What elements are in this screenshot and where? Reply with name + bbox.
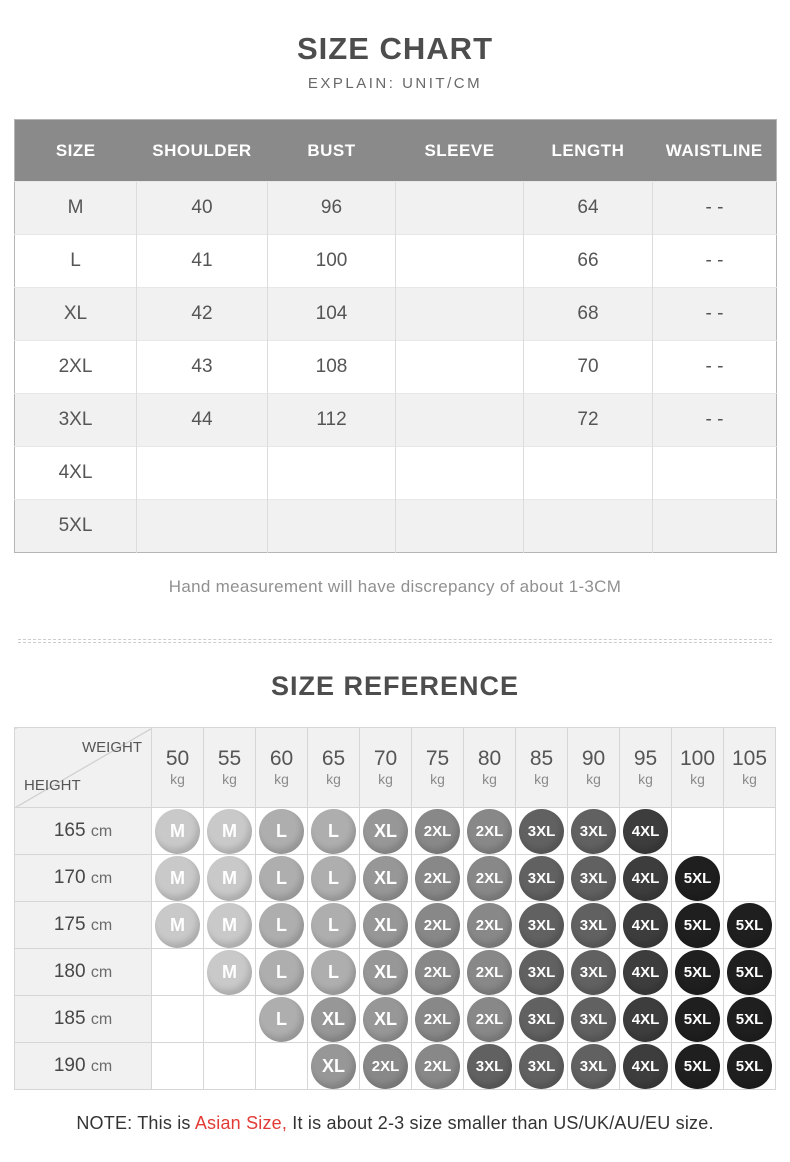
- recommendation-cell: [568, 996, 620, 1043]
- measurement-cell: 64: [524, 182, 653, 235]
- size-chart-header: [15, 120, 777, 182]
- weight-value: 95: [633, 747, 658, 771]
- size-badge: 5XL: [675, 997, 720, 1042]
- recommendation-cell: [152, 808, 204, 855]
- recommendation-cell: [620, 996, 672, 1043]
- measurement-cell: 41: [137, 235, 268, 288]
- col-header-size: SIZE: [15, 120, 137, 182]
- size-label-cell: 2XL: [15, 341, 137, 394]
- size-badge: 3XL: [519, 1044, 564, 1089]
- weight-header-cell: [516, 728, 568, 808]
- recommendation-cell: [256, 902, 308, 949]
- size-badge: XL: [363, 997, 408, 1042]
- recommendation-cell: [308, 808, 360, 855]
- measurement-cell: 43: [137, 341, 268, 394]
- weight-header-cell: [360, 728, 412, 808]
- recommendation-cell: [412, 949, 464, 996]
- size-reference-row: [15, 808, 776, 855]
- measurement-cell: [653, 447, 777, 500]
- recommendation-cell: [516, 855, 568, 902]
- size-badge: 2XL: [363, 1044, 408, 1089]
- size-badge: 3XL: [571, 950, 616, 995]
- size-chart-row: [15, 447, 777, 500]
- measurement-cell: [396, 288, 524, 341]
- measurement-cell: [268, 500, 396, 553]
- size-badge: 5XL: [727, 903, 772, 948]
- weight-unit: kg: [482, 771, 497, 788]
- recommendation-cell: [152, 949, 204, 996]
- size-reference-row: [15, 1043, 776, 1090]
- height-label-cell: 165 cm: [15, 808, 152, 855]
- size-label-cell: 5XL: [15, 500, 137, 553]
- size-chart-row: [15, 500, 777, 553]
- size-badge: L: [259, 903, 304, 948]
- recommendation-cell: [308, 902, 360, 949]
- weight-unit: kg: [274, 771, 289, 788]
- recommendation-cell: [152, 855, 204, 902]
- measurement-cell: [396, 447, 524, 500]
- recommendation-cell: [360, 949, 412, 996]
- size-badge: L: [259, 856, 304, 901]
- recommendation-cell: [412, 902, 464, 949]
- measurement-cell: [653, 500, 777, 553]
- size-badge: 5XL: [727, 1044, 772, 1089]
- size-badge: XL: [311, 1044, 356, 1089]
- size-badge: XL: [363, 903, 408, 948]
- weight-value: 60: [269, 747, 294, 771]
- size-badge: L: [311, 856, 356, 901]
- size-badge: M: [155, 809, 200, 854]
- recommendation-cell: [360, 855, 412, 902]
- size-chart-row: [15, 341, 777, 394]
- size-badge: 2XL: [467, 809, 512, 854]
- measurement-cell: [396, 500, 524, 553]
- measurement-cell: 100: [268, 235, 396, 288]
- size-badge: 3XL: [519, 903, 564, 948]
- measurement-cell: [524, 447, 653, 500]
- recommendation-cell: [568, 949, 620, 996]
- weight-header-row: [15, 728, 776, 808]
- recommendation-cell: [724, 808, 776, 855]
- weight-header-cell: [412, 728, 464, 808]
- recommendation-cell: [568, 902, 620, 949]
- weight-header-cell: [464, 728, 516, 808]
- size-badge: 3XL: [571, 997, 616, 1042]
- height-label-cell: 185 cm: [15, 996, 152, 1043]
- size-label-cell: XL: [15, 288, 137, 341]
- weight-unit: kg: [586, 771, 601, 788]
- size-reference-table: [14, 727, 776, 1090]
- size-badge: L: [311, 950, 356, 995]
- recommendation-cell: [256, 996, 308, 1043]
- weight-unit: kg: [326, 771, 341, 788]
- weight-unit: kg: [638, 771, 653, 788]
- recommendation-cell: [620, 855, 672, 902]
- recommendation-cell: [204, 996, 256, 1043]
- measurement-cell: 108: [268, 341, 396, 394]
- recommendation-cell: [464, 996, 516, 1043]
- measurement-cell: [137, 500, 268, 553]
- size-reference-header: [15, 728, 776, 808]
- recommendation-cell: [256, 1043, 308, 1090]
- size-chart-header-row: [15, 120, 777, 182]
- footer-note-prefix: NOTE: This is: [76, 1113, 195, 1134]
- size-label-cell: 3XL: [15, 394, 137, 447]
- recommendation-cell: [516, 996, 568, 1043]
- weight-unit: kg: [378, 771, 393, 788]
- recommendation-cell: [672, 996, 724, 1043]
- size-reference-row: [15, 855, 776, 902]
- height-label-cell: 175 cm: [15, 902, 152, 949]
- size-reference-title: SIZE REFERENCE: [270, 671, 520, 702]
- measurement-cell: 112: [268, 394, 396, 447]
- weight-unit: kg: [742, 771, 757, 788]
- size-badge: L: [259, 950, 304, 995]
- size-reference-row: [15, 996, 776, 1043]
- measurement-cell: 66: [524, 235, 653, 288]
- recommendation-cell: [360, 1043, 412, 1090]
- size-badge: XL: [363, 950, 408, 995]
- recommendation-cell: [724, 949, 776, 996]
- weight-value: 85: [529, 747, 554, 771]
- weight-value: 70: [373, 747, 398, 771]
- size-chart-table: [14, 119, 777, 553]
- size-badge: M: [207, 856, 252, 901]
- size-badge: 2XL: [415, 856, 460, 901]
- measurement-cell: 70: [524, 341, 653, 394]
- measurement-cell: [396, 394, 524, 447]
- size-badge: 4XL: [623, 903, 668, 948]
- size-badge: 2XL: [467, 856, 512, 901]
- recommendation-cell: [516, 902, 568, 949]
- size-badge: 4XL: [623, 809, 668, 854]
- measurement-cell: 42: [137, 288, 268, 341]
- recommendation-cell: [620, 808, 672, 855]
- recommendation-cell: [204, 855, 256, 902]
- weight-value: 100: [679, 747, 716, 771]
- size-badge: 4XL: [623, 997, 668, 1042]
- size-badge: XL: [311, 997, 356, 1042]
- weight-header-cell: [672, 728, 724, 808]
- measurement-note: Hand measurement will have discrepancy of about 1-3CM: [168, 577, 622, 597]
- size-badge: 4XL: [623, 1044, 668, 1089]
- recommendation-cell: [464, 855, 516, 902]
- weight-value: 80: [477, 747, 502, 771]
- size-chart-row: [15, 394, 777, 447]
- size-chart-row: [15, 182, 777, 235]
- weight-header-cell: [204, 728, 256, 808]
- recommendation-cell: [412, 855, 464, 902]
- recommendation-cell: [360, 808, 412, 855]
- recommendation-cell: [204, 902, 256, 949]
- height-unit: cm: [90, 870, 113, 888]
- size-chart-row: [15, 288, 777, 341]
- measurement-cell: - -: [653, 394, 777, 447]
- footer-note: [0, 1113, 790, 1134]
- recommendation-cell: [672, 1043, 724, 1090]
- size-badge: M: [207, 903, 252, 948]
- size-badge: 5XL: [675, 903, 720, 948]
- size-chart-body: [15, 182, 777, 553]
- size-badge: 3XL: [571, 856, 616, 901]
- size-badge: L: [311, 809, 356, 854]
- recommendation-cell: [724, 902, 776, 949]
- recommendation-cell: [204, 1043, 256, 1090]
- size-badge: 4XL: [623, 950, 668, 995]
- recommendation-cell: [620, 949, 672, 996]
- dotted-divider: [18, 639, 772, 643]
- recommendation-cell: [568, 808, 620, 855]
- recommendation-cell: [724, 996, 776, 1043]
- measurement-cell: 72: [524, 394, 653, 447]
- recommendation-cell: [360, 996, 412, 1043]
- size-badge: 2XL: [467, 903, 512, 948]
- size-badge: M: [207, 809, 252, 854]
- size-badge: 3XL: [519, 856, 564, 901]
- recommendation-cell: [412, 1043, 464, 1090]
- recommendation-cell: [256, 808, 308, 855]
- recommendation-cell: [672, 808, 724, 855]
- recommendation-cell: [152, 1043, 204, 1090]
- size-badge: 5XL: [727, 997, 772, 1042]
- size-badge: 3XL: [519, 950, 564, 995]
- height-label-cell: 170 cm: [15, 855, 152, 902]
- weight-unit: kg: [690, 771, 705, 788]
- weight-header-cell: [620, 728, 672, 808]
- measurement-cell: [268, 447, 396, 500]
- weight-value: 50: [165, 747, 190, 771]
- size-badge: 3XL: [571, 903, 616, 948]
- recommendation-cell: [204, 808, 256, 855]
- weight-header-cell: [152, 728, 204, 808]
- height-unit: cm: [90, 823, 113, 841]
- size-label-cell: L: [15, 235, 137, 288]
- measurement-cell: [524, 500, 653, 553]
- size-badge: 3XL: [571, 1044, 616, 1089]
- size-label-cell: M: [15, 182, 137, 235]
- size-badge: 2XL: [467, 997, 512, 1042]
- recommendation-cell: [308, 996, 360, 1043]
- measurement-cell: 68: [524, 288, 653, 341]
- height-label-cell: 180 cm: [15, 949, 152, 996]
- measurement-cell: - -: [653, 235, 777, 288]
- size-badge: L: [311, 903, 356, 948]
- recommendation-cell: [308, 855, 360, 902]
- measurement-cell: - -: [653, 182, 777, 235]
- size-badge: M: [155, 903, 200, 948]
- weight-header-cell: [724, 728, 776, 808]
- size-badge: 4XL: [623, 856, 668, 901]
- recommendation-cell: [152, 996, 204, 1043]
- size-badge: 2XL: [415, 809, 460, 854]
- weight-value: 90: [581, 747, 606, 771]
- recommendation-cell: [672, 902, 724, 949]
- corner-height-label: HEIGHT: [24, 777, 81, 795]
- measurement-cell: [396, 235, 524, 288]
- col-header-length: LENGTH: [524, 120, 653, 182]
- weight-value: 105: [731, 747, 768, 771]
- size-badge: 3XL: [571, 809, 616, 854]
- measurement-cell: 96: [268, 182, 396, 235]
- size-badge: XL: [363, 856, 408, 901]
- size-badge: 5XL: [675, 950, 720, 995]
- recommendation-cell: [672, 949, 724, 996]
- weight-value: 65: [321, 747, 346, 771]
- measurement-cell: 44: [137, 394, 268, 447]
- recommendation-cell: [256, 855, 308, 902]
- recommendation-cell: [464, 949, 516, 996]
- weight-header-cell: [256, 728, 308, 808]
- recommendation-cell: [516, 1043, 568, 1090]
- weight-unit: kg: [534, 771, 549, 788]
- size-badge: 3XL: [519, 809, 564, 854]
- recommendation-cell: [412, 996, 464, 1043]
- size-label-cell: 4XL: [15, 447, 137, 500]
- recommendation-cell: [464, 808, 516, 855]
- size-reference-row: [15, 902, 776, 949]
- col-header-shoulder: SHOULDER: [137, 120, 268, 182]
- height-unit: cm: [90, 1011, 113, 1029]
- footer-note-highlight: Asian Size,: [194, 1113, 288, 1134]
- recommendation-cell: [620, 1043, 672, 1090]
- height-unit: cm: [90, 917, 113, 935]
- col-header-waistline: WAISTLINE: [653, 120, 777, 182]
- weight-unit: kg: [170, 771, 185, 788]
- recommendation-cell: [516, 808, 568, 855]
- measurement-cell: - -: [653, 288, 777, 341]
- recommendation-cell: [568, 1043, 620, 1090]
- recommendation-cell: [360, 902, 412, 949]
- size-reference-row: [15, 949, 776, 996]
- recommendation-cell: [724, 1043, 776, 1090]
- size-badge: 2XL: [415, 1044, 460, 1089]
- size-badge: M: [207, 950, 252, 995]
- measurement-cell: [396, 341, 524, 394]
- size-badge: M: [155, 856, 200, 901]
- weight-unit: kg: [430, 771, 445, 788]
- size-badge: 3XL: [519, 997, 564, 1042]
- size-badge: 2XL: [415, 903, 460, 948]
- size-chart-row: [15, 235, 777, 288]
- size-badge: L: [259, 809, 304, 854]
- corner-weight-label: WEIGHT: [82, 739, 142, 757]
- weight-header-cell: [568, 728, 620, 808]
- recommendation-cell: [308, 1043, 360, 1090]
- weight-header-cell: [308, 728, 360, 808]
- size-badge: L: [259, 997, 304, 1042]
- height-unit: cm: [90, 1058, 113, 1076]
- recommendation-cell: [568, 855, 620, 902]
- recommendation-cell: [724, 855, 776, 902]
- size-badge: 5XL: [675, 856, 720, 901]
- size-badge: 2XL: [467, 950, 512, 995]
- recommendation-cell: [464, 902, 516, 949]
- weight-value: 75: [425, 747, 450, 771]
- size-badge: 2XL: [415, 950, 460, 995]
- measurement-cell: 104: [268, 288, 396, 341]
- height-unit: cm: [90, 964, 113, 982]
- recommendation-cell: [256, 949, 308, 996]
- recommendation-cell: [204, 949, 256, 996]
- measurement-cell: [396, 182, 524, 235]
- col-header-sleeve: SLEEVE: [396, 120, 524, 182]
- weight-unit: kg: [222, 771, 237, 788]
- recommendation-cell: [620, 902, 672, 949]
- size-badge: 2XL: [415, 997, 460, 1042]
- recommendation-cell: [308, 949, 360, 996]
- recommendation-cell: [516, 949, 568, 996]
- height-label-cell: 190 cm: [15, 1043, 152, 1090]
- measurement-cell: - -: [653, 341, 777, 394]
- measurement-cell: [137, 447, 268, 500]
- size-badge: 5XL: [675, 1044, 720, 1089]
- recommendation-cell: [412, 808, 464, 855]
- size-badge: 5XL: [727, 950, 772, 995]
- col-header-bust: BUST: [268, 120, 396, 182]
- corner-cell: [15, 728, 152, 808]
- recommendation-cell: [152, 902, 204, 949]
- size-badge: XL: [363, 809, 408, 854]
- size-badge: 3XL: [467, 1044, 512, 1089]
- weight-value: 55: [217, 747, 242, 771]
- footer-note-suffix: It is about 2-3 size smaller than US/UK/AU/EU size.: [287, 1113, 714, 1134]
- measurement-cell: 40: [137, 182, 268, 235]
- size-reference-body: [15, 808, 776, 1090]
- page-title: SIZE CHART: [297, 31, 493, 66]
- page-subtitle: EXPLAIN: UNIT/CM: [307, 75, 483, 93]
- recommendation-cell: [672, 855, 724, 902]
- recommendation-cell: [464, 1043, 516, 1090]
